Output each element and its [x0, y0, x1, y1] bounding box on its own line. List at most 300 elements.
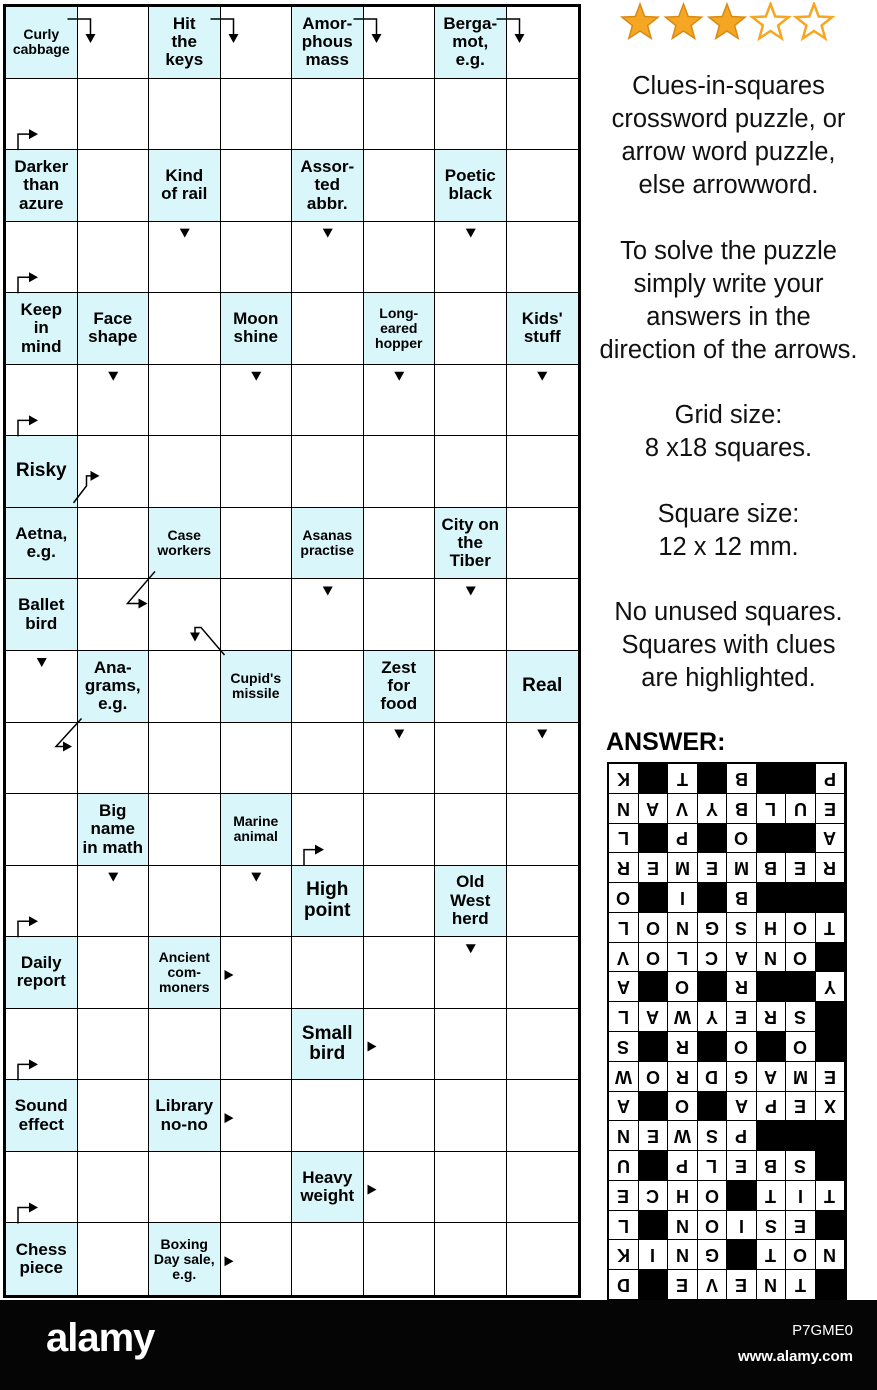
answer-cell[interactable]	[149, 293, 221, 365]
answer-cell[interactable]	[507, 7, 579, 79]
answer-cell[interactable]	[435, 365, 507, 437]
clue-cell	[292, 1009, 364, 1081]
answer-cell[interactable]	[149, 794, 221, 866]
answer-grid-clue-square	[727, 1181, 757, 1211]
answer-cell[interactable]	[221, 1080, 293, 1152]
clue-text-line: the	[171, 32, 197, 52]
answer-cell[interactable]	[507, 579, 579, 651]
clue-text	[17, 954, 66, 991]
answer-letter: O	[793, 1036, 808, 1057]
answer-cell[interactable]	[507, 937, 579, 1009]
answer-grid-clue-square	[757, 824, 787, 854]
clue-text	[443, 15, 497, 70]
clue-text-line: keys	[165, 50, 204, 70]
answer-cell[interactable]	[364, 1223, 436, 1295]
clue-cell	[6, 436, 78, 508]
answer-grid-letter	[786, 853, 816, 883]
answer-grid-clue-square	[816, 1032, 846, 1062]
answer-cell[interactable]	[364, 222, 436, 294]
answer-letter: W	[673, 1126, 691, 1147]
answer-cell[interactable]	[221, 150, 293, 222]
answer-letter: L	[617, 1215, 629, 1236]
answer-grid-letter	[609, 943, 639, 973]
answer-cell[interactable]	[292, 723, 364, 795]
answer-cell[interactable]	[364, 365, 436, 437]
clue-text	[16, 461, 67, 482]
answer-grid-letter	[639, 913, 669, 943]
puzzle-grid	[3, 4, 581, 1298]
answer-grid-letter	[639, 794, 669, 824]
clue-text-line: Ana-	[93, 657, 132, 677]
answer-grid-letter	[786, 1270, 816, 1300]
answer-cell[interactable]	[149, 79, 221, 151]
answer-cell[interactable]	[507, 866, 579, 938]
answer-cell[interactable]	[6, 794, 78, 866]
clue-cell	[78, 293, 150, 365]
clue-text-line: moners	[158, 979, 210, 996]
answer-grid-letter	[786, 1181, 816, 1211]
answer-cell[interactable]	[435, 579, 507, 651]
answer-cell[interactable]	[221, 436, 293, 508]
answer-cell[interactable]	[78, 7, 150, 79]
answer-letter: S	[735, 917, 748, 938]
answer-cell[interactable]	[78, 1152, 150, 1224]
answer-cell[interactable]	[78, 723, 150, 795]
answer-grid-letter	[639, 1002, 669, 1032]
answer-cell[interactable]	[221, 1223, 293, 1295]
answer-grid-letter	[668, 1121, 698, 1151]
answer-cell[interactable]	[364, 1009, 436, 1081]
answer-grid-clue-square	[727, 1240, 757, 1270]
clue-cell	[292, 1152, 364, 1224]
answer-cell[interactable]	[292, 436, 364, 508]
answer-cell[interactable]	[364, 937, 436, 1009]
answer-cell[interactable]	[292, 1080, 364, 1152]
answer-letter: E	[823, 798, 836, 819]
answer-grid-letter	[757, 1240, 787, 1270]
clue-text	[522, 310, 563, 347]
answer-cell[interactable]	[435, 1080, 507, 1152]
clue-text-line: e.g.	[26, 542, 56, 562]
answer-grid-letter	[727, 764, 757, 794]
clue-text	[300, 158, 354, 213]
answer-cell[interactable]	[507, 222, 579, 294]
answer-cell[interactable]	[364, 1080, 436, 1152]
answer-cell[interactable]	[221, 723, 293, 795]
answer-cell[interactable]	[78, 1080, 150, 1152]
answer-letter: R	[764, 1007, 778, 1028]
answer-cell[interactable]	[6, 866, 78, 938]
answer-cell[interactable]	[149, 579, 221, 651]
clue-text	[18, 596, 64, 633]
clue-text-line: Small	[301, 1022, 353, 1044]
answer-cell[interactable]	[149, 365, 221, 437]
answer-grid-letter	[816, 972, 846, 1002]
answer-cell[interactable]	[221, 866, 293, 938]
answer-cell[interactable]	[292, 1223, 364, 1295]
answer-cell[interactable]	[221, 579, 293, 651]
answer-cell[interactable]	[149, 1009, 221, 1081]
answer-grid-letter	[609, 913, 639, 943]
answer-letter: A	[646, 1007, 660, 1028]
clue-text	[233, 814, 278, 844]
answer-letter: E	[676, 1275, 689, 1296]
answer-letter: O	[675, 977, 690, 998]
answer-grid-letter	[698, 1181, 728, 1211]
clue-cell	[6, 7, 78, 79]
answer-grid-letter	[698, 853, 728, 883]
answer-letter: L	[617, 1007, 629, 1028]
answer-letter: C	[705, 947, 719, 968]
answer-cell[interactable]	[6, 651, 78, 723]
clue-cell	[6, 508, 78, 580]
footer-url: www.alamy.com	[737, 1348, 853, 1365]
answer-grid-letter	[727, 943, 757, 973]
answer-letter: O	[793, 947, 808, 968]
clue-text	[304, 880, 350, 921]
instructions-line: To solve the puzzle	[620, 237, 837, 265]
answer-grid-letter	[668, 794, 698, 824]
answer-letter: O	[645, 947, 660, 968]
answer-letter: H	[675, 1185, 689, 1206]
answer-letter: O	[793, 1245, 808, 1266]
answer-grid-letter	[727, 1121, 757, 1151]
clue-cell	[6, 579, 78, 651]
answer-cell[interactable]	[435, 651, 507, 723]
clue-text	[20, 301, 62, 356]
clue-text	[300, 1169, 354, 1206]
answer-grid-letter	[786, 794, 816, 824]
answer-letter: I	[797, 1185, 803, 1206]
answer-grid-letter	[727, 1211, 757, 1241]
notes-line: are highlighted.	[641, 664, 816, 692]
answer-letter: V	[617, 947, 630, 968]
clue-text-line: Tiber	[449, 551, 491, 571]
answer-grid-letter	[757, 794, 787, 824]
answer-grid-clue-square	[786, 824, 816, 854]
answer-cell[interactable]	[221, 222, 293, 294]
clue-text-line: food	[380, 694, 418, 714]
answer-cell[interactable]	[6, 1009, 78, 1081]
answer-grid-letter	[757, 853, 787, 883]
answer-grid-letter	[727, 794, 757, 824]
answer-letter: A	[764, 1066, 778, 1087]
answer-cell[interactable]	[78, 1223, 150, 1295]
answer-cell[interactable]	[292, 937, 364, 1009]
answer-cell[interactable]	[292, 579, 364, 651]
clue-text	[83, 802, 143, 857]
answer-cell[interactable]	[78, 365, 150, 437]
answer-cell[interactable]	[435, 723, 507, 795]
answer-letter: T	[765, 1185, 777, 1206]
answer-cell[interactable]	[435, 937, 507, 1009]
answer-grid-letter	[816, 1181, 846, 1211]
answer-cell[interactable]	[507, 508, 579, 580]
answer-letter: B	[764, 858, 778, 879]
answer-cell[interactable]	[6, 222, 78, 294]
answer-cell[interactable]	[78, 79, 150, 151]
answer-letter: M	[733, 858, 749, 879]
answer-cell[interactable]	[221, 508, 293, 580]
answer-cell[interactable]	[507, 1152, 579, 1224]
clue-text	[522, 676, 562, 697]
answer-cell[interactable]	[78, 222, 150, 294]
clue-cell	[149, 7, 221, 79]
clue-text	[154, 1237, 215, 1282]
clue-cell	[507, 651, 579, 723]
answer-letter: E	[646, 1126, 659, 1147]
answer-cell[interactable]	[507, 794, 579, 866]
clue-text-line: Chess	[15, 1239, 67, 1259]
answer-letter: T	[676, 768, 688, 789]
answer-cell[interactable]	[149, 222, 221, 294]
answer-grid-letter	[786, 913, 816, 943]
answer-grid-letter	[786, 1240, 816, 1270]
clue-text-line: workers	[157, 542, 212, 559]
answer-grid-letter	[668, 1211, 698, 1241]
clue-text-line: Daily	[20, 953, 62, 973]
answer-cell[interactable]	[364, 1152, 436, 1224]
clue-cell	[292, 7, 364, 79]
answer-letter: O	[675, 1096, 690, 1117]
answer-cell[interactable]	[149, 436, 221, 508]
answer-grid-letter	[757, 943, 787, 973]
clue-text-line: Library	[155, 1096, 214, 1116]
answer-cell[interactable]	[149, 866, 221, 938]
puzzle-instructions	[580, 235, 877, 367]
answer-cell[interactable]	[292, 365, 364, 437]
answer-cell[interactable]	[221, 7, 293, 79]
answer-letter: M	[792, 1066, 808, 1087]
answer-cell[interactable]	[78, 150, 150, 222]
answer-cell[interactable]	[6, 79, 78, 151]
clue-cell	[78, 651, 150, 723]
answer-cell[interactable]	[364, 794, 436, 866]
clue-text-line: report	[16, 971, 66, 991]
answer-grid-letter	[727, 824, 757, 854]
clue-text-line: Darker	[14, 156, 69, 176]
answer-grid-clue-square	[639, 1270, 669, 1300]
answer-grid-letter	[757, 913, 787, 943]
notes-line: No unused squares.	[614, 598, 843, 626]
answer-cell[interactable]	[435, 293, 507, 365]
clue-text-line: Marine	[233, 813, 279, 830]
answer-cell[interactable]	[435, 79, 507, 151]
clue-text-line: Face	[93, 309, 133, 329]
answer-cell[interactable]	[507, 1223, 579, 1295]
answer-cell[interactable]	[507, 723, 579, 795]
answer-grid-letter	[727, 972, 757, 1002]
answer-grid-clue-square	[698, 824, 728, 854]
answer-cell[interactable]	[507, 436, 579, 508]
answer-cell[interactable]	[78, 436, 150, 508]
answer-cell[interactable]	[364, 723, 436, 795]
answer-cell[interactable]	[364, 79, 436, 151]
answer-grid-letter	[639, 853, 669, 883]
answer-grid-letter	[639, 1121, 669, 1151]
answer-grid-letter	[698, 794, 728, 824]
answer-letter: S	[617, 1036, 630, 1057]
grid-size-value: 8 x18 squares.	[644, 434, 813, 462]
answer-cell[interactable]	[292, 293, 364, 365]
clue-text	[14, 158, 68, 213]
answer-cell[interactable]	[435, 1009, 507, 1081]
answer-grid-letter	[668, 1151, 698, 1181]
answer-cell[interactable]	[221, 79, 293, 151]
answer-cell[interactable]	[292, 794, 364, 866]
puzzle-notes	[580, 596, 877, 695]
answer-letter: E	[794, 858, 807, 879]
clue-text-line: Asanas	[302, 527, 353, 544]
answer-cell[interactable]	[364, 866, 436, 938]
answer-grid-letter	[668, 1240, 698, 1270]
answer-cell[interactable]	[435, 222, 507, 294]
answer-cell[interactable]	[364, 150, 436, 222]
answer-letter: R	[675, 1036, 689, 1057]
clue-cell	[221, 651, 293, 723]
answer-grid-clue-square	[639, 824, 669, 854]
answer-cell[interactable]	[6, 723, 78, 795]
answer-letter: O	[734, 828, 749, 849]
answer-letter: L	[706, 1155, 718, 1176]
clue-text-line: animal	[233, 828, 278, 845]
answer-grid-letter	[727, 1092, 757, 1122]
clue-text-line: for	[387, 676, 411, 696]
answer-cell[interactable]	[364, 7, 436, 79]
square-size-label: Square size:	[657, 500, 800, 528]
answer-grid-clue-square	[639, 764, 669, 794]
answer-cell[interactable]	[149, 651, 221, 723]
answer-grid-letter	[668, 1002, 698, 1032]
star-filled-icon	[622, 4, 658, 38]
answer-cell[interactable]	[221, 1009, 293, 1081]
difficulty-rating	[620, 2, 835, 42]
answer-cell[interactable]	[78, 508, 150, 580]
clue-text-line: no-no	[160, 1114, 208, 1134]
answer-cell[interactable]	[435, 436, 507, 508]
answer-letter: E	[705, 858, 718, 879]
answer-cell[interactable]	[149, 1152, 221, 1224]
answer-letter: Y	[705, 798, 718, 819]
answer-letter: P	[676, 1155, 689, 1176]
answer-cell[interactable]	[6, 1152, 78, 1224]
answer-grid-letter	[786, 1032, 816, 1062]
clue-text-line: Moon	[233, 309, 279, 329]
answer-letter: N	[764, 1275, 778, 1296]
clue-cell	[292, 508, 364, 580]
answer-grid-letter	[609, 1151, 639, 1181]
description-line: arrow word puzzle,	[621, 138, 836, 166]
answer-grid-letter	[727, 1032, 757, 1062]
clue-text-line: Aetna,	[15, 523, 68, 543]
answer-grid-letter	[727, 883, 757, 913]
clue-cell	[78, 794, 150, 866]
clue-text	[13, 27, 70, 57]
answer-letter: H	[764, 917, 778, 938]
answer-cell[interactable]	[6, 365, 78, 437]
notes-line: Squares with clues	[621, 631, 836, 659]
answer-cell[interactable]	[221, 365, 293, 437]
clue-text-line: e.g.	[98, 694, 128, 714]
answer-cell[interactable]	[221, 937, 293, 1009]
answer-grid-letter	[786, 1002, 816, 1032]
clue-text-line: effect	[18, 1114, 64, 1134]
answer-cell[interactable]	[292, 651, 364, 723]
clue-text-line: e.g.	[172, 1265, 197, 1282]
answer-grid-letter	[609, 794, 639, 824]
answer-cell[interactable]	[149, 723, 221, 795]
clue-cell	[6, 1223, 78, 1295]
answer-letter: I	[679, 887, 685, 908]
clue-text-line: Big	[99, 800, 127, 820]
square-size-info	[580, 498, 877, 564]
clue-text	[165, 15, 203, 70]
answer-cell[interactable]	[364, 579, 436, 651]
clue-text-line: Real	[522, 675, 563, 697]
clue-cell	[435, 508, 507, 580]
answer-cell[interactable]	[221, 1152, 293, 1224]
answer-cell[interactable]	[292, 79, 364, 151]
answer-cell[interactable]	[78, 1009, 150, 1081]
answer-grid-letter	[786, 1092, 816, 1122]
answer-grid-letter	[639, 1181, 669, 1211]
answer-letter: T	[824, 1185, 836, 1206]
answer-cell[interactable]	[364, 436, 436, 508]
answer-letter: G	[734, 1066, 749, 1087]
answer-letter: O	[793, 917, 808, 938]
answer-letter: L	[617, 828, 629, 849]
answer-cell[interactable]	[435, 1223, 507, 1295]
answer-cell[interactable]	[435, 1152, 507, 1224]
answer-grid-letter	[786, 1211, 816, 1241]
clue-text-line: Cupid's	[230, 670, 282, 687]
answer-grid-clue-square	[698, 883, 728, 913]
instructions-line: direction of the arrows.	[599, 336, 858, 364]
answer-grid-clue-square	[816, 1002, 846, 1032]
answer-cell[interactable]	[78, 866, 150, 938]
answer-grid-letter	[668, 764, 698, 794]
clue-text-line: piece	[19, 1258, 63, 1278]
answer-cell[interactable]	[507, 79, 579, 151]
answer-cell[interactable]	[435, 794, 507, 866]
answer-cell[interactable]	[507, 1080, 579, 1152]
answer-grid-letter	[698, 1270, 728, 1300]
answer-cell[interactable]	[78, 937, 150, 1009]
clue-text-line: mass	[305, 50, 349, 70]
answer-cell[interactable]	[78, 579, 150, 651]
answer-grid-letter	[668, 1062, 698, 1092]
answer-letter: E	[794, 1215, 807, 1236]
answer-grid-letter	[698, 943, 728, 973]
answer-letter: N	[675, 1245, 689, 1266]
clue-text-line: missile	[232, 685, 280, 702]
answer-cell[interactable]	[507, 150, 579, 222]
answer-letter: B	[734, 768, 748, 789]
answer-grid-letter	[698, 1121, 728, 1151]
answer-grid-letter	[698, 1151, 728, 1181]
answer-grid-clue-square	[816, 1151, 846, 1181]
answer-grid-letter	[609, 1032, 639, 1062]
answer-letter: K	[616, 768, 630, 789]
answer-cell[interactable]	[507, 365, 579, 437]
answer-cell[interactable]	[507, 1009, 579, 1081]
clue-text	[302, 1024, 353, 1065]
answer-cell[interactable]	[292, 222, 364, 294]
answer-letter: E	[735, 1275, 748, 1296]
answer-letter: N	[823, 1245, 837, 1266]
answer-grid-letter	[609, 853, 639, 883]
answer-cell[interactable]	[364, 508, 436, 580]
